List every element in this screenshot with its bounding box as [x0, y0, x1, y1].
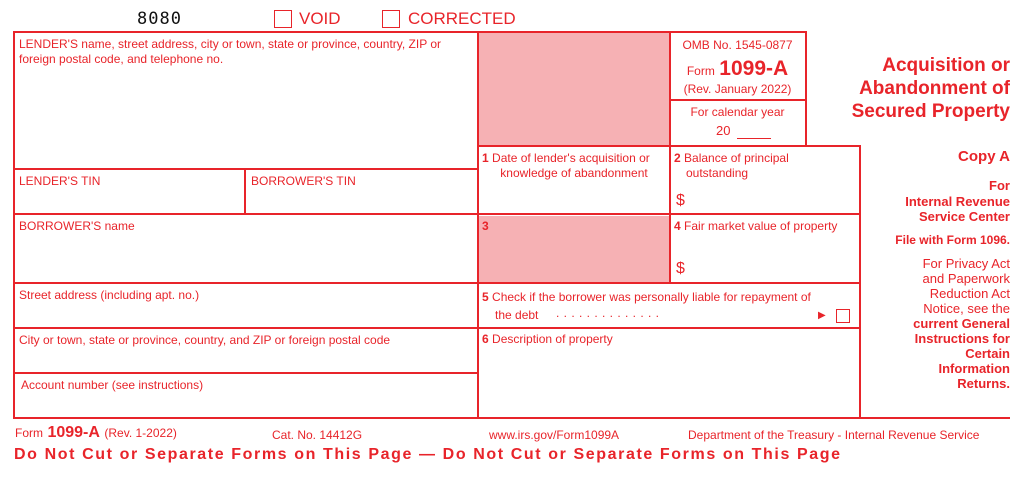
privacy-line-7: Certain [965, 346, 1010, 361]
privacy-line-5: current General [913, 316, 1010, 331]
box5-dots: . . . . . . . . . . . . . . [556, 306, 660, 320]
box5-label-cont: the debt [495, 308, 539, 322]
account-number-field[interactable] [15, 394, 475, 416]
box5-checkbox[interactable] [836, 309, 850, 323]
footer-cat-no: Cat. No. 14412G [272, 428, 363, 442]
privacy-line-8: Information [938, 361, 1010, 376]
privacy-line-4: Notice, see the [923, 301, 1010, 316]
box4-number: 4 [674, 219, 681, 233]
box2-label [674, 151, 789, 166]
box1-label-text: Date of lender's acquisition or [492, 151, 650, 165]
copy-a-heading: Copy A [958, 148, 1010, 165]
shaded-area-top [479, 32, 669, 146]
box5-number: 5 [482, 290, 489, 304]
street-address-label: Street address (including apt. no.) [19, 288, 200, 302]
borrower-name-label: BORROWER'S name [19, 219, 135, 233]
box6-label-text: Description of property [492, 332, 613, 346]
footer-department: Department of the Treasury - Internal Revenue Service [688, 428, 980, 442]
box2-field[interactable] [690, 186, 857, 212]
corrected-label: CORRECTED [408, 9, 516, 28]
privacy-line-3: Reduction Act [929, 286, 1010, 301]
box1-label-cont: knowledge of abandonment [500, 166, 648, 180]
form-title [812, 54, 1010, 123]
copy-a-for: For [989, 178, 1010, 193]
box4-dollar: $ [676, 260, 685, 277]
borrower-tin-label: BORROWER'S TIN [251, 174, 356, 188]
form-code: 8080 [137, 9, 182, 29]
box3-number: 3 [482, 219, 489, 233]
lender-name-label-cont: foreign postal code, and telephone no. [19, 52, 224, 66]
borrower-tin-field[interactable] [246, 190, 476, 212]
omb-number: OMB No. 1545-0877 [682, 38, 793, 52]
form-word: Form [686, 64, 715, 78]
form-title-line-3: Secured Property [851, 101, 1010, 122]
form-revision: (Rev. January 2022) [683, 82, 792, 96]
form-title-line-1: Acquisition or [882, 55, 1010, 76]
box6-number: 6 [482, 332, 489, 346]
box3-shaded-area [479, 216, 669, 282]
box2-label-cont: outstanding [686, 166, 749, 180]
copy-a-irs-line-1: Internal Revenue [905, 194, 1010, 209]
box6-field[interactable] [480, 350, 857, 415]
box4-label [674, 219, 837, 234]
box6-label [482, 332, 613, 347]
calendar-year-underline [737, 123, 771, 139]
footer-form-id [15, 424, 177, 442]
do-not-cut-banner: Do Not Cut or Separate Forms on This Page — Do Not Cut or Separate Forms on This Page [14, 446, 842, 463]
box2-dollar: $ [676, 192, 685, 209]
lender-name-field[interactable] [15, 70, 475, 166]
form-number: 1099-A [719, 57, 789, 80]
calendar-year-field[interactable] [716, 123, 771, 139]
copy-a-panel [862, 148, 1010, 391]
box1-label [482, 151, 650, 166]
form-title-line-2: Abandonment of [859, 78, 1010, 99]
city-field[interactable] [15, 349, 475, 371]
box5-label [482, 290, 811, 305]
privacy-line-1: For Privacy Act [922, 256, 1010, 271]
borrower-name-field[interactable] [15, 236, 475, 281]
footer-form-number: 1099-A [47, 424, 100, 441]
street-address-field[interactable] [15, 304, 475, 326]
corrected-checkbox[interactable] [382, 10, 400, 28]
footer-form-word: Form [15, 426, 43, 440]
privacy-line-9: Returns. [957, 376, 1010, 391]
box4-field[interactable] [690, 254, 857, 281]
calendar-year-label: For calendar year [690, 105, 785, 119]
calendar-year-prefix: 20 [716, 123, 731, 138]
privacy-line-6: Instructions for [914, 331, 1010, 346]
footer-url: www.irs.gov/Form1099A [489, 428, 620, 442]
box1-number: 1 [482, 151, 489, 165]
box5-label-text: Check if the borrower was personally liable for repayment of [492, 290, 811, 304]
box4-label-text: Fair market value of property [684, 219, 838, 233]
file-with-form-1096: File with Form 1096. [895, 233, 1010, 247]
account-number-label: Account number (see instructions) [21, 378, 204, 392]
box1-field[interactable] [480, 184, 668, 212]
box2-number: 2 [674, 151, 681, 165]
lender-tin-label: LENDER'S TIN [19, 174, 101, 188]
lender-name-label: LENDER'S name, street address, city or town, state or province, country, ZIP or [19, 37, 442, 51]
city-label: City or town, state or province, country, and ZIP or foreign postal code [19, 333, 391, 347]
form-number-block [670, 57, 805, 81]
copy-a-irs-line-2: Service Center [918, 209, 1010, 224]
void-label: VOID [299, 9, 341, 28]
box2-label-text: Balance of principal [684, 151, 789, 165]
box5-arrow-icon: ▶ [818, 310, 826, 321]
privacy-line-2: and Paperwork [922, 271, 1010, 286]
void-checkbox[interactable] [274, 10, 292, 28]
lender-tin-field[interactable] [15, 190, 243, 212]
footer-revision: (Rev. 1-2022) [104, 426, 177, 440]
